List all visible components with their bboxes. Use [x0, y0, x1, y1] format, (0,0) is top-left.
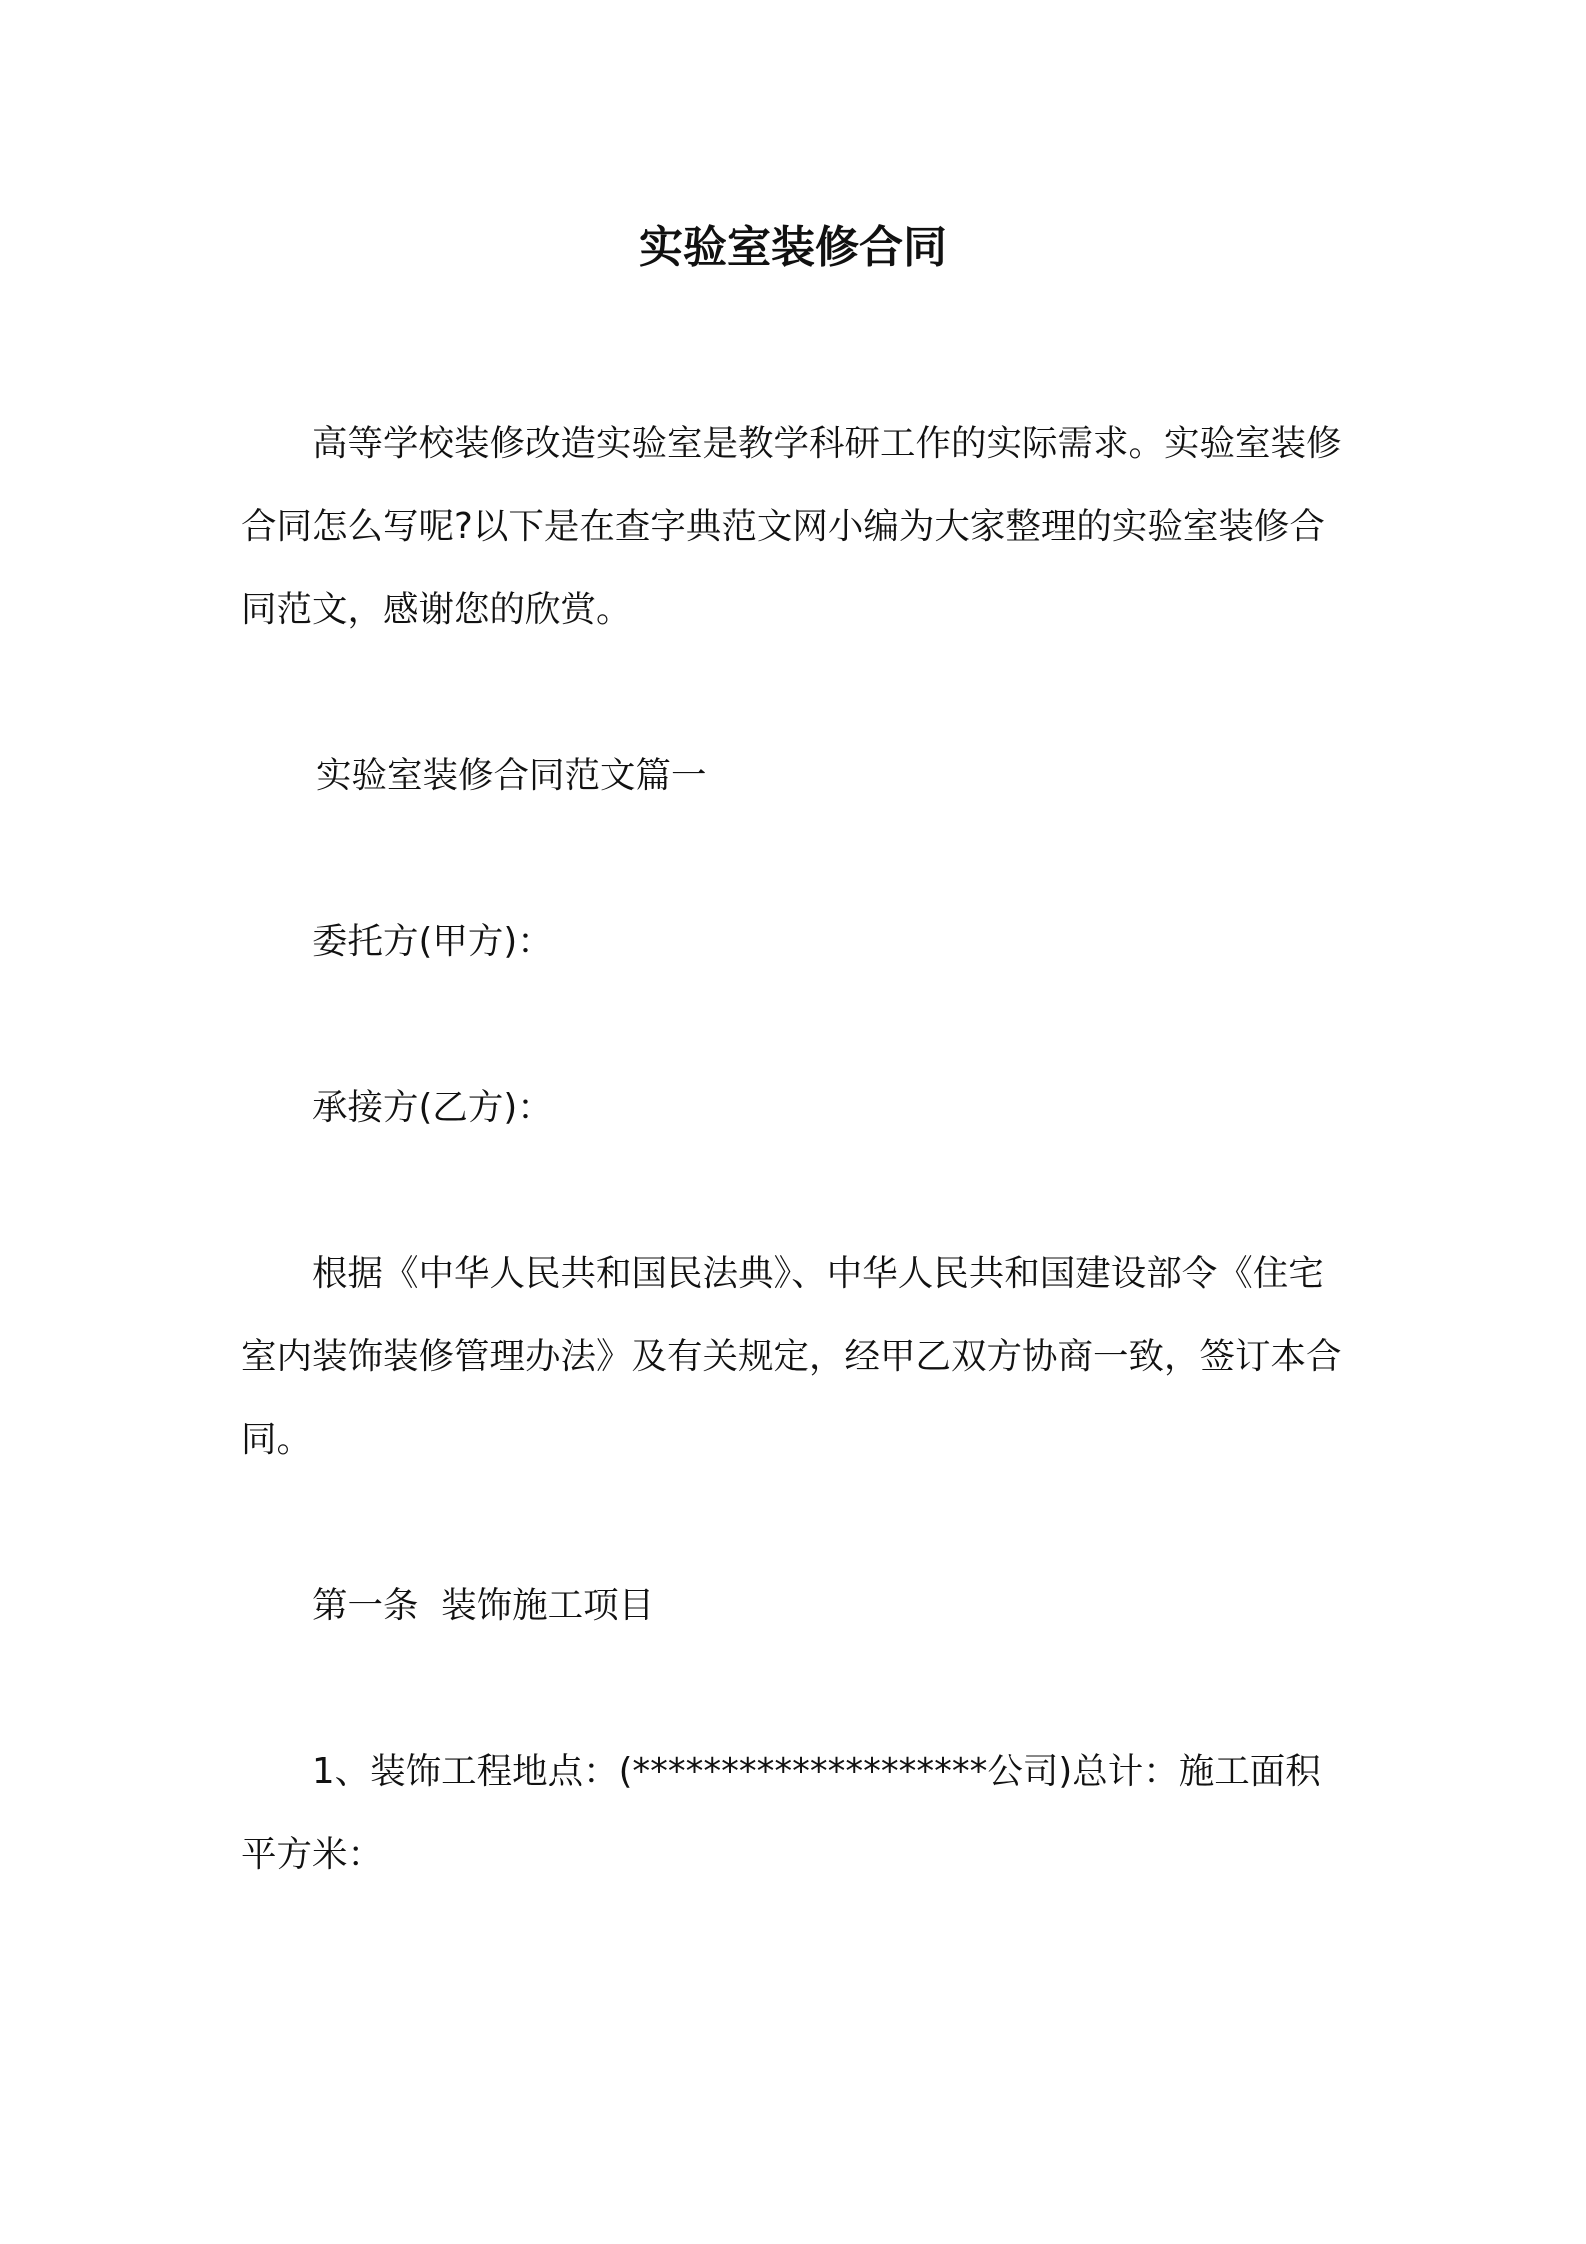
legal-basis-paragraph: 根据《中华人民共和国民法典》、中华人民共和国建设部令《住宅室内装饰装修管理办法》及有关规定，经甲乙双方协商一致，签订本合同。	[241, 1253, 1342, 1460]
party-b-line: 承接方(乙方)：	[312, 1087, 553, 1128]
intro-paragraph: 高等学校装修改造实验室是教学科研工作的实际需求。实验室装修合同怎么写呢?以下是在查字典范文网小编为大家整理的实验室装修合同范文，感谢您的欣赏。	[241, 423, 1342, 630]
paragraph-gap	[241, 1647, 1355, 1730]
party-a-line: 委托方(甲方)：	[312, 921, 553, 962]
paragraph-gap	[241, 1481, 1355, 1564]
document-title: 实验室装修合同	[639, 222, 947, 273]
article-1-heading: 第一条 装饰施工项目	[312, 1585, 655, 1626]
item-1-paragraph: 1、装饰工程地点：(********************公司)总计：施工面积平方米：	[241, 1751, 1321, 1875]
paragraph-gap	[241, 651, 1355, 734]
document-body	[241, 402, 1355, 1896]
paragraph-gap	[241, 1149, 1355, 1232]
paragraph-gap	[241, 817, 1355, 900]
section-heading: 实验室装修合同范文篇一	[316, 755, 707, 796]
paragraph-gap	[241, 983, 1355, 1066]
